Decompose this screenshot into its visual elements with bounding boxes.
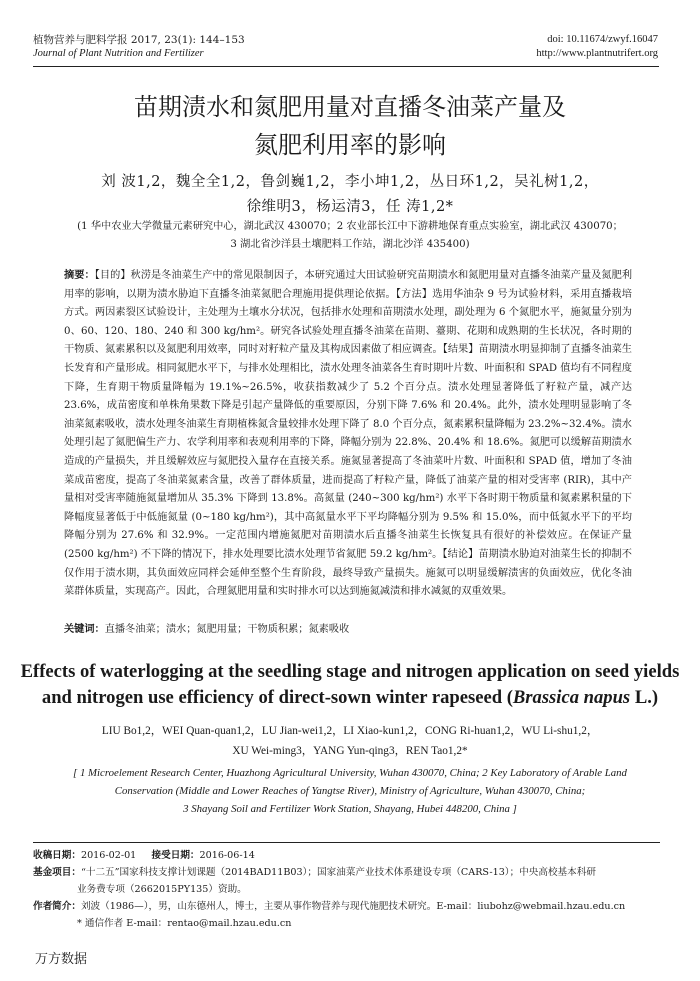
journal-header-left: [33, 33, 245, 61]
journal-name-en: Journal of Plant Nutrition and Fertilizer: [33, 48, 204, 59]
article-meta: [33, 847, 660, 932]
authors-cn-line1: 刘 波1,2，魏全全1,2，鲁剑巍1,2，李小坤1,2，丛日环1,2，吴礼树1,2，: [101, 174, 599, 190]
species-name: Brassica napus: [512, 687, 631, 708]
affiliation-en: [0, 764, 700, 818]
header-rule: [33, 66, 659, 67]
title-cn-line1: 苗期渍水和氮肥用量对直播冬油菜产量及: [134, 93, 566, 121]
keywords-text: 直播冬油菜；渍水；氮肥用量；干物质积累；氮素吸收: [104, 624, 350, 635]
affiliation-en-line2: Conservation (Middle and Lower Reaches of Yangtse River), Ministry of Agriculture, Wuhan 430070, China;: [114, 785, 586, 797]
author-bio-row: [33, 898, 660, 915]
accepted-date: 2016-06-14: [199, 850, 255, 861]
affiliation-cn-line1: (1 华中农业大学微量元素研究中心，湖北武汉 430070；2 农业部长江中下游耕地保育重点实验室，湖北武汉 430070；: [77, 221, 623, 232]
affiliation-en-line3: 3 Shayang Soil and Fertilizer Work Station, Shayang, Hubei 448200, China ]: [183, 803, 517, 815]
watermark: 万方数据: [35, 952, 88, 967]
authors-en-line2: XU Wei-ming3，YANG Yun-qing3，REN Tao1,2*: [232, 745, 468, 757]
journal-header-right: [536, 33, 658, 61]
authors-cn: [0, 170, 700, 220]
title-en-line2-pre: and nitrogen use efficiency of direct-sown winter rapeseed (: [41, 687, 513, 708]
accepted-label: 接受日期：: [151, 850, 200, 861]
funding-line1: “十二五”国家科技支撑计划课题（2014BAD11B03）；国家油菜产业技术体系建设专项（CARS-13）；中央高校基本科研: [80, 867, 596, 878]
journal-name-cn: 植物营养与肥料学报 2017, 23(1): 144–153: [33, 34, 245, 46]
affiliation-cn: [0, 218, 700, 254]
funding-line2: 业务费专项（2662015PY135）资助。: [77, 884, 247, 895]
author-bio-label: 作者简介：: [33, 901, 81, 912]
author-bio-text: 刘波（1986—），男，山东德州人，博士，主要从事作物营养与现代施肥技术研究。E-mail：liubohz@webmail.hzau.edu.cn: [80, 901, 626, 912]
footnote-rule: [33, 842, 660, 843]
title-en: [0, 659, 700, 711]
title-en-line1: Effects of waterlogging at the seedling stage and nitrogen application on seed yields: [20, 661, 680, 682]
affiliation-en-line1: [ 1 Microelement Research Center, Huazhong Agricultural University, Wuhan 430070, China; 2 Key Laboratory of Arable Land: [73, 767, 627, 779]
keywords-cn: [64, 620, 632, 639]
abstract-text: 【目的】秋涝是冬油菜生产中的常见限制因子，本研究通过大田试验研究苗期渍水和氮肥用量对直播冬油菜产量及氮肥利用率的影响，以期为渍水胁迫下直播冬油菜氮肥合理施用提供理论依据。【方法】选用华油杂 9 号为试验材料，采用直播栽培方式。两因素裂区试验设计，主处理为土壤水分状况，包括排水处理和苗期渍水处理，副处理为 6 个氮肥水平，施氮量分别为 0、60、120、180、240 和 300 kg/hm²。研究各试验处理直播冬油菜在苗期、薹期、花期和成熟期的生长状况，各时期的干物质、氮素累积以及氮肥利用效率，同时对籽粒产量及其构成因素做了相应调查。【结果】苗期渍水明显抑制了直播冬油菜生长发育和产量形成。相同氮肥水平下，与排水处理相比，渍水处理冬油菜各生育时期叶片数、叶面积和 SPAD 值均有不同程度下降，生育期干物质量降幅为 19.1%~26.5%，收获指数减少了 5.2 个百分点。渍水处理显著降低了籽粒产量，减产达 23.6%，成苗密度和单株角果数下降是引起产量降低的重要原因，分别下降 7.6% 和 20.4%。此外，渍水处理明显影响了冬油菜氮素吸收，渍水处理冬油菜生育期植株氮含量较排水处理下降了 8.0 个百分点，氮素累积量降幅为 23.2%~32.4%。渍水处理引起了氮肥偏生产力、农学利用率和表观利用率的下降，降幅分别为 22.8%、20.4% 和 18.6%。氮肥可以缓解苗期渍水造成的产量损失，并且缓解效应与氮肥投入量存在直接关系。施氮显著提高了冬油菜叶片数、叶面积和 SPAD 值，增加了冬油菜成苗密度，提高了冬油菜氮素含量，改善了群体质量，进而提高了籽粒产量，降低了油菜产量的相对受害率 (RIR)，其中产量相对受害率随施氮量增加从 35.3% 下降到 13.8%。高氮量 (240~300 kg/hm²) 水平下各时期干物质量和氮素累积量的下降幅度显著低于中低施氮量 (0~180 kg/hm²)，其中高氮量水平下平均降幅分别为 9.5% 和 15.0%，而中低氮水平下的平均降幅分别为 27.6% 和 32.9%。一定范围内增施氮肥对苗期渍水后直播冬油菜生长恢复具有很好的补偿效应。在保证产量 (2500 kg/hm²) 不下降的情况下，排水处理要比渍水处理节省氮肥 59.2 kg/hm²。【结论】苗期渍水胁迫对油菜生长的抑制不仅作用于渍水期，其负面效应同样会延伸至整个生育阶段，最终导致产量损失。施氮可以明显缓解渍害的负面效应，优化冬油菜群体质量，实现高产。因此，合理氮肥用量和实时排水可以达到施氮减渍和排水减氮的双重效果。: [64, 270, 633, 598]
journal-url[interactable]: http://www.plantnutrifert.org: [536, 48, 658, 59]
title-en-line2-post: L.): [630, 687, 659, 708]
title-cn-line2: 氮肥利用率的影响: [254, 131, 446, 159]
doi: doi: 10.11674/zwyf.16047: [547, 34, 658, 45]
received-date: 2016-02-01: [80, 850, 137, 861]
corresponding-author: * 通信作者 E-mail：rentao@mail.hzau.edu.cn: [77, 918, 292, 929]
keywords-label: 关键词：: [64, 623, 105, 635]
authors-en: [0, 721, 700, 761]
authors-cn-line2: 徐维明3，杨运清3，任 涛1,2*: [246, 199, 454, 215]
funding-row: [33, 864, 660, 881]
title-cn: [0, 88, 700, 164]
authors-en-line1: LIU Bo1,2，WEI Quan-quan1,2，LU Jian-wei1,2，LI Xiao-kun1,2，CONG Ri-huan1,2，WU Li-shu1,2，: [101, 725, 599, 737]
abstract-cn: [64, 266, 632, 602]
affiliation-cn-line2: 3 湖北省沙洋县土壤肥料工作站，湖北沙洋 435400): [230, 239, 470, 250]
received-label: 收稿日期：: [33, 850, 81, 861]
dates-row: [33, 847, 660, 864]
funding-label: 基金项目：: [33, 867, 81, 878]
abstract-label: 摘要：: [64, 269, 95, 281]
title-en-line2: [0, 685, 700, 711]
